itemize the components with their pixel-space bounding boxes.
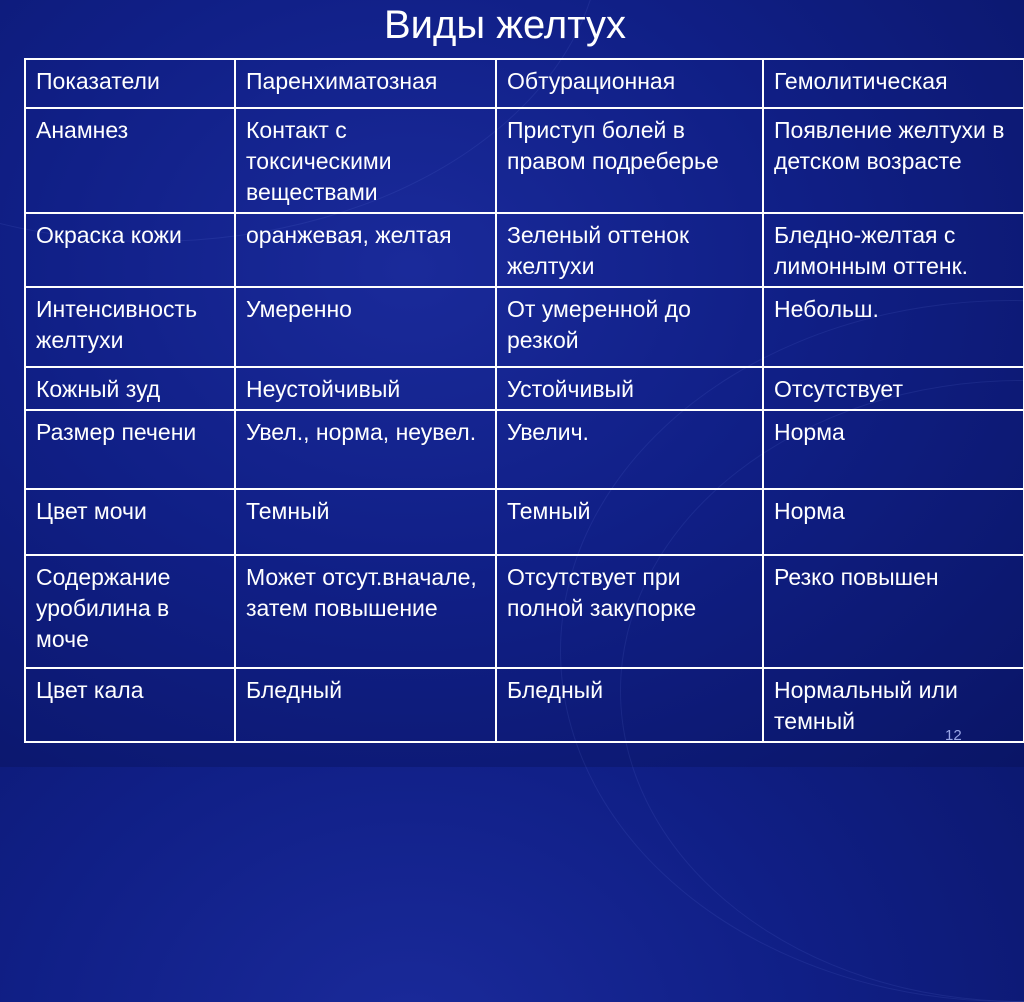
table-row <box>25 555 1024 668</box>
row-label-cell: Кожный зуд <box>25 367 235 410</box>
table-row <box>25 489 1024 555</box>
header-cell: Показатели <box>25 59 235 108</box>
header-cell: Обтурационная <box>496 59 763 108</box>
table-cell: Нормальный или темный <box>763 668 1024 742</box>
table-cell: Зеленый оттенок желтухи <box>496 213 763 287</box>
page-number: 12 <box>945 727 962 744</box>
table-cell: Бледный <box>235 668 496 742</box>
table-cell: Приступ болей в правом подреберье <box>496 108 763 213</box>
table-cell: Норма <box>763 410 1024 489</box>
row-label-cell: Цвет кала <box>25 668 235 742</box>
slide-title: Виды желтух <box>383 3 626 47</box>
table-cell: Появление желтухи в детском возрасте <box>763 108 1024 213</box>
table-cell: Небольш. <box>763 287 1024 367</box>
table-cell: Отсутствует при полной закупорке <box>496 555 763 668</box>
table-cell: Бледно-желтая с лимонным оттенк. <box>763 213 1024 287</box>
row-label-cell: Цвет мочи <box>25 489 235 555</box>
header-cell: Паренхиматозная <box>235 59 496 108</box>
table-cell: Контакт с токсическими веществами <box>235 108 496 213</box>
header-cell: Гемолитическая <box>763 59 1024 108</box>
table-cell: Бледный <box>496 668 763 742</box>
row-label-cell: Размер печени <box>25 410 235 489</box>
table-cell: Увел., норма, неувел. <box>235 410 496 489</box>
jaundice-comparison-table <box>24 58 1024 743</box>
table-row <box>25 213 1024 287</box>
table-cell: От умеренной до резкой <box>496 287 763 367</box>
table-cell: Увелич. <box>496 410 763 489</box>
row-label-cell: Интенсивность желтухи <box>25 287 235 367</box>
header-row <box>25 59 1024 108</box>
table-row <box>25 108 1024 213</box>
table-cell: Устойчивый <box>496 367 763 410</box>
table-cell: Темный <box>496 489 763 555</box>
table-cell: Умеренно <box>235 287 496 367</box>
row-label-cell: Окраска кожи <box>25 213 235 287</box>
table-row <box>25 410 1024 489</box>
table-row <box>25 287 1024 367</box>
table-row <box>25 668 1024 742</box>
row-label-cell: Анамнез <box>25 108 235 213</box>
table-cell: Отсутствует <box>763 367 1024 410</box>
table-cell: Темный <box>235 489 496 555</box>
table-cell: Резко повышен <box>763 555 1024 668</box>
table-cell: Неустойчивый <box>235 367 496 410</box>
table-cell: оранжевая, желтая <box>235 213 496 287</box>
table-row <box>25 367 1024 410</box>
row-label-cell: Содержание уробилина в моче <box>25 555 235 668</box>
table-cell: Может отсут.вначале, затем повышение <box>235 555 496 668</box>
table-cell: Норма <box>763 489 1024 555</box>
